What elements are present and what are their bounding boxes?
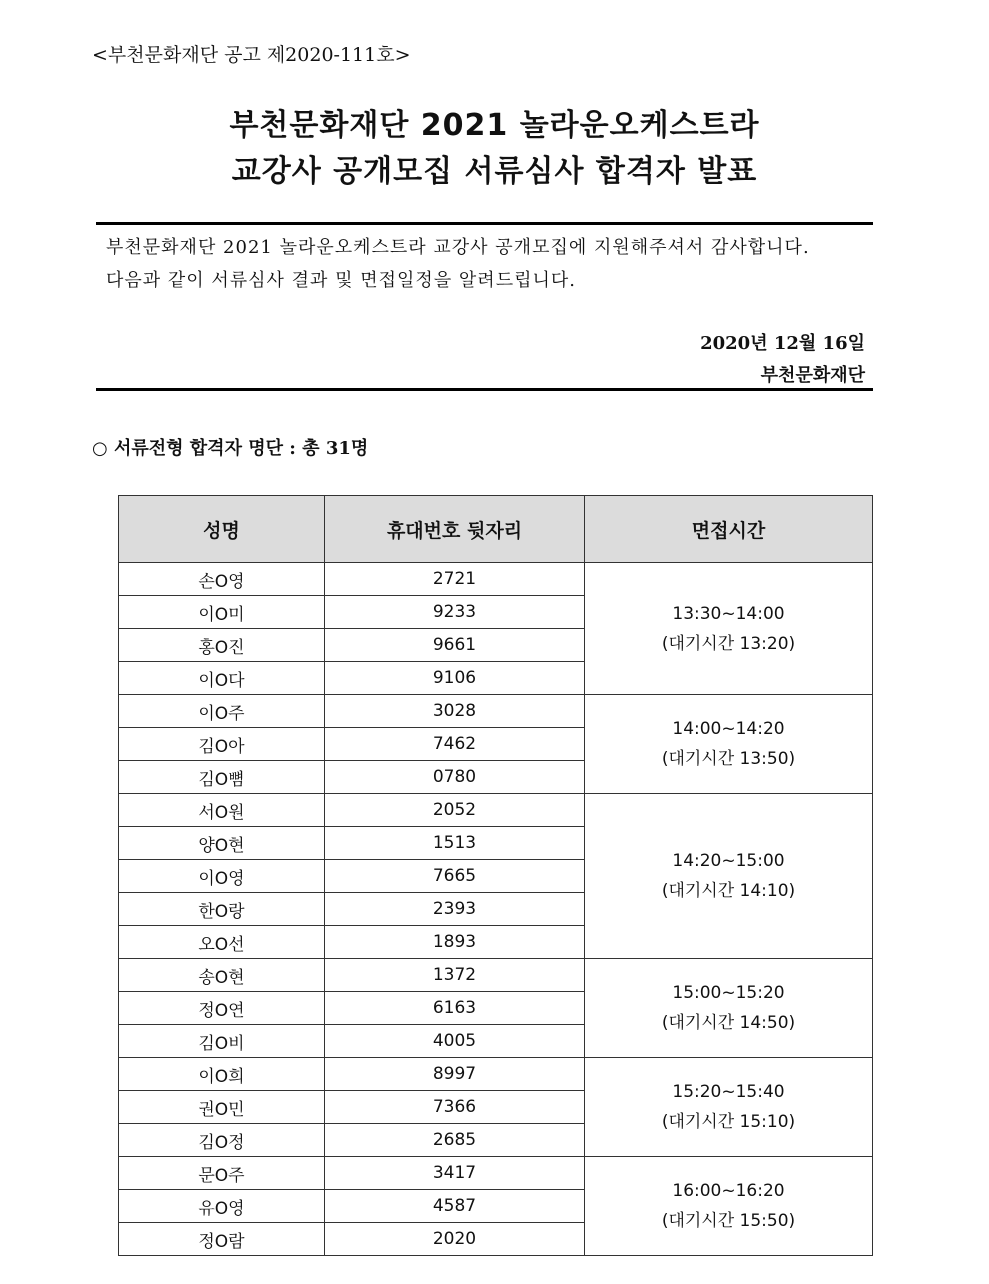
cell-interview-time (585, 794, 873, 959)
cell-phone-suffix: 2685 (325, 1124, 585, 1157)
cell-name: 이O주 (119, 695, 325, 728)
cell-name: 정O람 (119, 1223, 325, 1256)
notice-number: <부천문화재단 공고 제2020-111호> (92, 44, 411, 66)
table-row (119, 563, 873, 596)
page-title-line2: 교강사 공개모집 서류심사 합격자 발표 (231, 154, 758, 189)
divider-bottom (96, 388, 873, 391)
cell-phone-suffix: 7366 (325, 1091, 585, 1124)
cell-name: 유O영 (119, 1190, 325, 1223)
intro-line2: 다음과 같이 서류심사 결과 및 면접일정을 알려드립니다. (106, 270, 576, 291)
table-body (119, 563, 873, 1256)
cell-interview-time (585, 563, 873, 695)
cell-phone-suffix: 6163 (325, 992, 585, 1025)
cell-phone-suffix: 4005 (325, 1025, 585, 1058)
intro-line1: 부천문화재단 2021 놀라운오케스트라 교강사 공개모집에 지원해주셔서 감사합니다. (106, 237, 810, 258)
interview-slot: 16:00~16:20 (672, 1181, 785, 1201)
interview-slot: 15:00~15:20 (672, 983, 785, 1003)
divider-top (96, 222, 873, 225)
waiting-time: (대기시간 13:20) (661, 633, 796, 654)
cell-phone-suffix: 2020 (325, 1223, 585, 1256)
cell-name: 김O아 (119, 728, 325, 761)
cell-phone-suffix: 0780 (325, 761, 585, 794)
cell-phone-suffix: 1372 (325, 959, 585, 992)
waiting-time: (대기시간 14:10) (661, 881, 796, 901)
cell-phone-suffix: 9106 (325, 662, 585, 695)
table-row (119, 794, 873, 827)
table-row (119, 1058, 873, 1091)
cell-phone-suffix: 9661 (325, 629, 585, 662)
table-row (119, 695, 873, 728)
results-table (118, 495, 873, 1256)
cell-name: 송O현 (119, 959, 325, 992)
waiting-time: (대기시간 15:50) (661, 1211, 796, 1231)
cell-phone-suffix: 8997 (325, 1058, 585, 1091)
cell-name: 이O미 (119, 596, 325, 629)
cell-phone-suffix: 4587 (325, 1190, 585, 1223)
waiting-time: (대기시간 15:10) (661, 1112, 796, 1132)
cell-phone-suffix: 7462 (325, 728, 585, 761)
cell-name: 정O연 (119, 992, 325, 1025)
page-title-line1: 부천문화재단 2021 놀라운오케스트라 (229, 108, 760, 143)
interview-slot: 15:20~15:40 (672, 1082, 785, 1102)
cell-phone-suffix: 2052 (325, 794, 585, 827)
cell-phone-suffix: 3417 (325, 1157, 585, 1190)
header-name: 성명 (119, 496, 325, 563)
cell-interview-time (585, 695, 873, 794)
cell-interview-time (585, 1058, 873, 1157)
cell-phone-suffix: 9233 (325, 596, 585, 629)
waiting-time: (대기시간 13:50) (661, 749, 796, 769)
cell-name: 문O주 (119, 1157, 325, 1190)
cell-interview-time (585, 959, 873, 1058)
header-interview-time: 면접시간 (585, 496, 873, 563)
interview-slot: 14:20~15:00 (672, 851, 785, 871)
cell-name: 김O비 (119, 1025, 325, 1058)
cell-name: 권O민 (119, 1091, 325, 1124)
cell-name: 양O현 (119, 827, 325, 860)
organization-name: 부천문화재단 (760, 365, 865, 386)
cell-name: 이O영 (119, 860, 325, 893)
cell-phone-suffix: 7665 (325, 860, 585, 893)
cell-name: 이O희 (119, 1058, 325, 1091)
table-row (119, 1157, 873, 1190)
cell-phone-suffix: 3028 (325, 695, 585, 728)
waiting-time: (대기시간 14:50) (661, 1013, 796, 1033)
announcement-date: 2020년 12월 16일 (700, 333, 865, 354)
section-title: ○ 서류전형 합격자 명단 : 총 31명 (92, 438, 369, 459)
cell-name: 김O정 (119, 1124, 325, 1157)
table-row (119, 959, 873, 992)
cell-name: 손O영 (119, 563, 325, 596)
cell-name: 홍O진 (119, 629, 325, 662)
table-header-row (119, 496, 873, 563)
interview-slot: 14:00~14:20 (672, 719, 785, 739)
interview-slot: 13:30~14:00 (672, 603, 785, 624)
cell-name: 김O뼘 (119, 761, 325, 794)
cell-name: 오O선 (119, 926, 325, 959)
cell-phone-suffix: 2721 (325, 563, 585, 596)
cell-phone-suffix: 1513 (325, 827, 585, 860)
header-phone: 휴대번호 뒷자리 (325, 496, 585, 563)
cell-name: 서O원 (119, 794, 325, 827)
cell-interview-time (585, 1157, 873, 1256)
cell-phone-suffix: 1893 (325, 926, 585, 959)
cell-phone-suffix: 2393 (325, 893, 585, 926)
cell-name: 한O랑 (119, 893, 325, 926)
cell-name: 이O다 (119, 662, 325, 695)
